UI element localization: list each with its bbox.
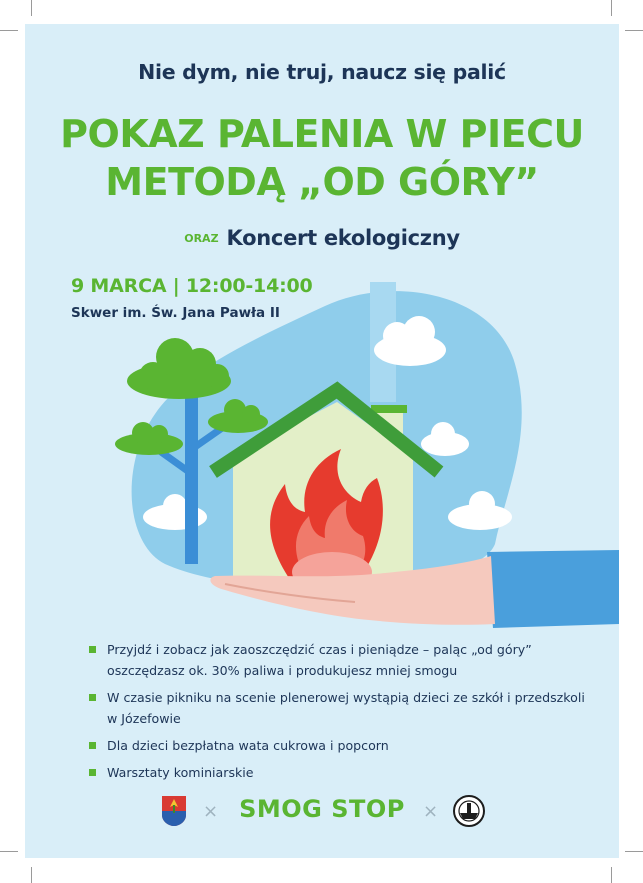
info-list bbox=[89, 639, 589, 789]
oraz-label: ORAZ bbox=[184, 231, 219, 245]
crop-mark bbox=[625, 30, 643, 31]
subtitle bbox=[25, 226, 619, 250]
list-item: Dla dzieci bezpłatna wata cukrowa i popcorn bbox=[89, 735, 589, 756]
tree-trunk bbox=[185, 394, 198, 564]
event-location: Skwer im. Św. Jana Pawła II bbox=[71, 305, 280, 321]
bullet-icon bbox=[89, 769, 96, 776]
crop-mark bbox=[31, 0, 32, 16]
bullet-icon bbox=[89, 694, 96, 701]
event-date-time: 9 MARCA | 12:00-14:00 bbox=[71, 275, 313, 297]
smog-stop-logo: SMOG STOP bbox=[239, 795, 405, 823]
bullet-icon bbox=[89, 646, 96, 653]
concert-title: Koncert ekologiczny bbox=[226, 226, 460, 250]
poster bbox=[25, 24, 619, 858]
crop-mark bbox=[0, 30, 18, 31]
footer-logos bbox=[25, 789, 619, 833]
tagline: Nie dym, nie truj, naucz się palić bbox=[138, 60, 506, 84]
event-title-line-1: POKAZ PALENIA W PIECU bbox=[60, 112, 584, 156]
crop-mark bbox=[31, 867, 32, 883]
event-title-line-2: METODĄ „OD GÓRY” bbox=[105, 160, 539, 204]
crop-mark bbox=[611, 867, 612, 883]
chimney-sweep-seal-icon bbox=[453, 795, 485, 827]
separator-icon: × bbox=[423, 801, 439, 822]
bullet-icon bbox=[89, 742, 96, 749]
sleeve bbox=[487, 550, 619, 628]
crop-mark bbox=[0, 851, 18, 852]
list-item: W czasie pikniku na scenie plenerowej wystąpią dzieci ze szkół i przedszkoli w Józefowie bbox=[89, 687, 589, 729]
separator-icon: × bbox=[203, 801, 219, 822]
list-item: Warsztaty kominiarskie bbox=[89, 762, 589, 783]
crop-mark bbox=[625, 851, 643, 852]
list-item: Przyjdź i zobacz jak zaoszczędzić czas i pieniądze – paląc „od góry” oszczędzasz ok. 30% paliwa i produkujesz mniej smogu bbox=[89, 639, 589, 681]
crop-mark bbox=[611, 0, 612, 16]
